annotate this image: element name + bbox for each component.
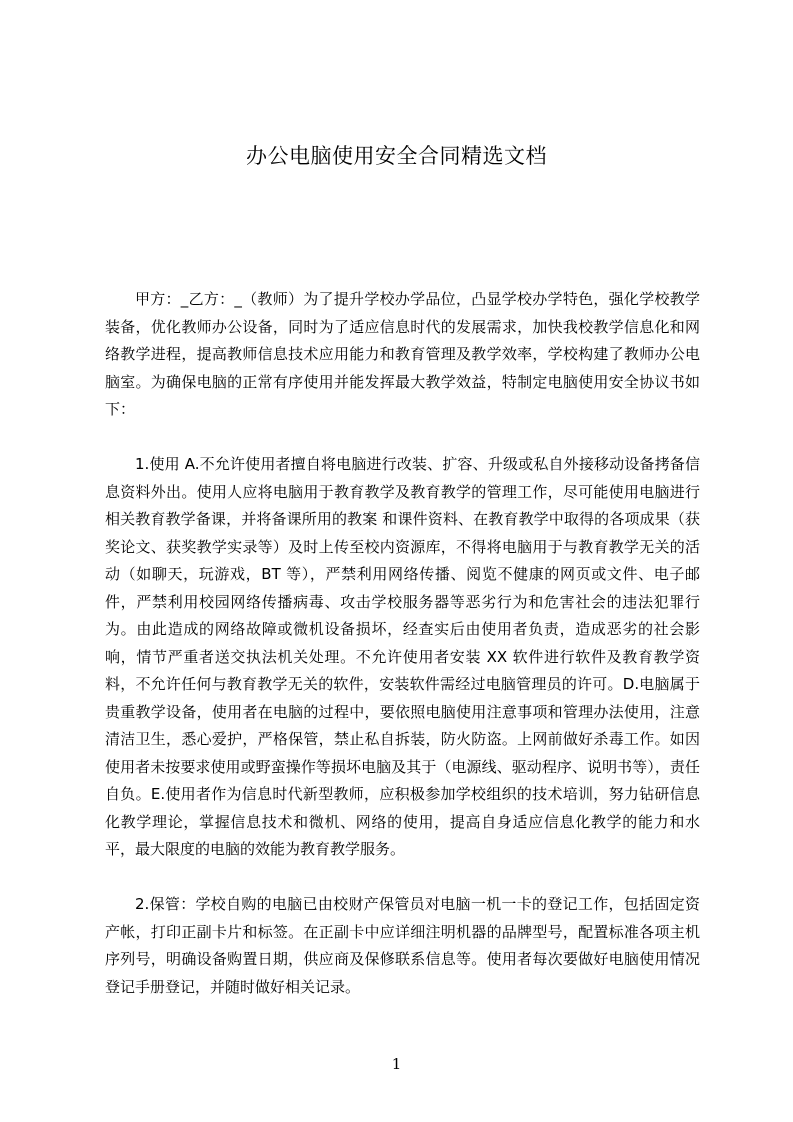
page-number: 1 (391, 1055, 402, 1073)
paragraph-custody: 2.保管：学校自购的电脑已由校财产保管员对电脑一机一卡的登记工作，包括固定资产帐，打印正副卡片和标签。在正副卡中应详细注明机器的品牌型号，配置标准各项主机序列号，明确设备购置日期，供应商及保修联系信息等。使用者每次要做好电脑使用情况登记手册登记，并随时做好相关记录。 (105, 895, 700, 996)
document-title: 办公电脑使用安全合同精选文档 (246, 144, 547, 168)
paragraph-intro: 甲方：_乙方：_（教师）为了提升学校办学品位，凸显学校办学特色，强化学校教学装备，优化教师办公设备，同时为了适应信息时代的发展需求，加快我校教学信息化和网络教学进程，提高教师信息技术应用能力和教育管理及教学效率，学校构建了教师办公电脑室。为确保电脑的正常有序使用并能发挥最大教学效益，特制定电脑使用安全协议书如下： (105, 290, 700, 418)
paragraph-usage: 1.使用 A.不允许使用者擅自将电脑进行改装、扩容、升级或私自外接移动设备拷备信息资料外出。使用人应将电脑用于教育教学及教育教学的管理工作，尽可能使用电脑进行相关教育教学备课，并将备课所用的教案 和课件资料、在教育教学中取得的各项成果（获奖论文、获奖教学实录等）及时上传至校内资源库，不得将电脑用于与教育教学无关的活动（如聊天，玩游戏，BT 等），严禁利用网络传播、阅览不健康的网页或文件、电子邮件，严禁利用校园网络传播病毒、攻击学校服务器等恶劣行为和危害社会的违法犯罪行为。由此造成的网络故障或微机设备损坏，经查实后由使用者负责，造成恶劣的社会影响，情节严重者送交执法机关处理。不允许使用者安装 XX 软件进行软件及教育教学资料，不允许任何与教育教学无关的软件，安装软件需经过电脑管理员的许可。D.电脑属于贵重教学设备，使用者在电脑的过程中，要依照电脑使用注意事项和管理办法使用，注意清洁卫生，悉心爱护，严格保管，禁止私自拆装，防火防盗。上网前做好杀毒工作。如因使用者未按要求使用或野蛮操作等损坏电脑及其于（电源线、驱动程序、说明书等），责任自负。E.使用者作为信息时代新型教师，应积极参加学校组织的技术培训，努力钻研信息化教学理论，掌握信息技术和微机、网络的使用，提高自身适应信息化教学的能力和水平，最大限度的电脑的效能为教育教学服务。 (105, 455, 700, 858)
document-body (105, 286, 700, 1001)
